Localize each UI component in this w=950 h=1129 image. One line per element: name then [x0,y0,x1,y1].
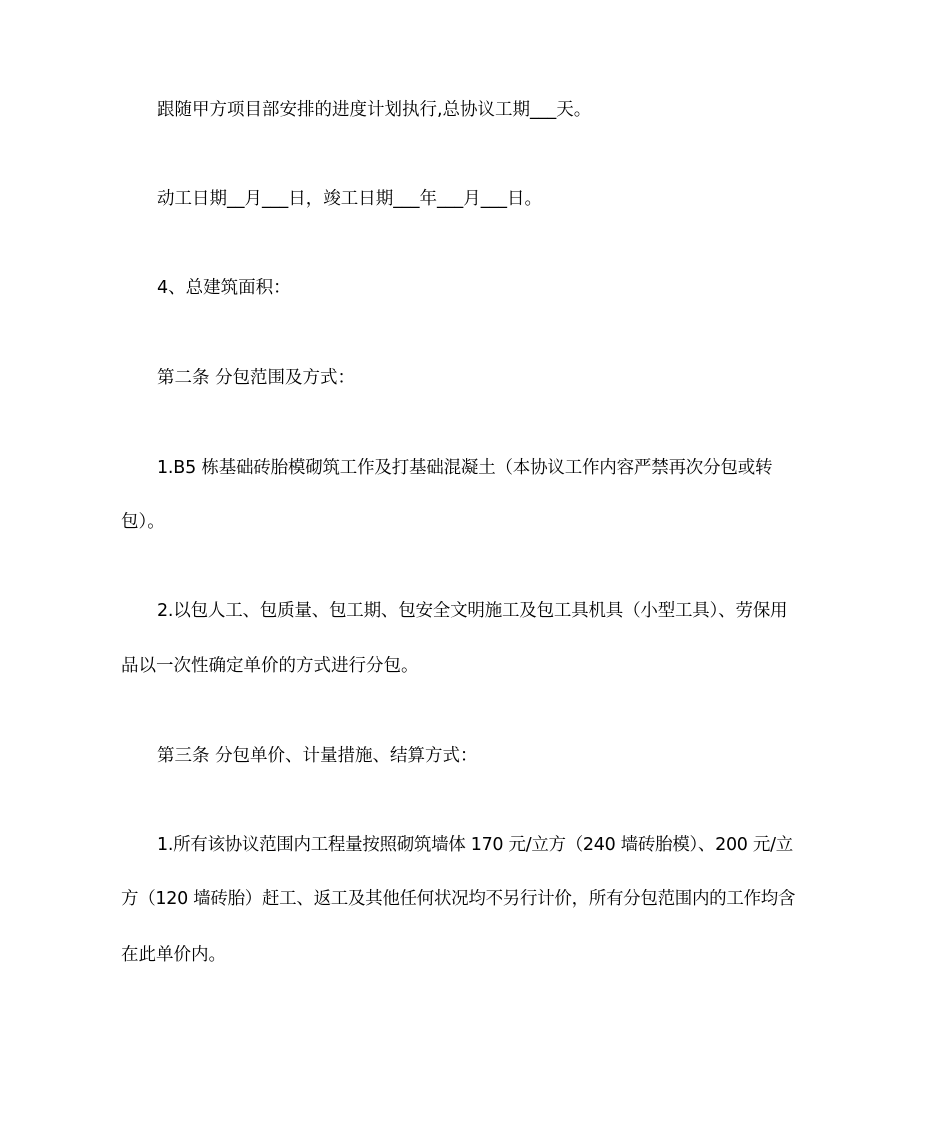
paragraph-schedule: 跟随甲方项目部安排的进度计划执行,总协议工期___天。 [157,100,592,120]
paragraph-pricing-1-line-1: 1.所有该协议范围内工程量按照砌筑墙体 170 元/立方（240 墙砖胎模）、200 元/立 [157,835,793,855]
paragraph-scope-2-line-1: 2.以包人工、包质量、包工期、包安全文明施工及包工具机具（小型工具）、劳保用 [157,601,788,621]
paragraph-dates: 动工日期__月___日，竣工日期___年___月___日。 [157,189,542,209]
paragraph-scope-1-line-1: 1.B5 栋基础砖胎模砌筑工作及打基础混凝土（本协议工作内容严禁再次分包或转 [157,458,773,478]
paragraph-scope-1-line-2: 包）。 [121,512,165,532]
paragraph-pricing-1-line-2: 方（120 墙砖胎）赶工、返工及其他任何状况均不另行计价，所有分包范围内的工作均含 [121,889,796,909]
paragraph-pricing-1-line-3: 在此单价内。 [121,945,226,965]
paragraph-scope-2-line-2: 品以一次性确定单价的方式进行分包。 [121,656,419,676]
paragraph-building-area: 4、总建筑面积： [157,278,291,298]
section-heading-article-3: 第三条 分包单价、计量措施、结算方式： [157,746,478,766]
section-heading-article-2: 第二条 分包范围及方式： [157,368,356,388]
